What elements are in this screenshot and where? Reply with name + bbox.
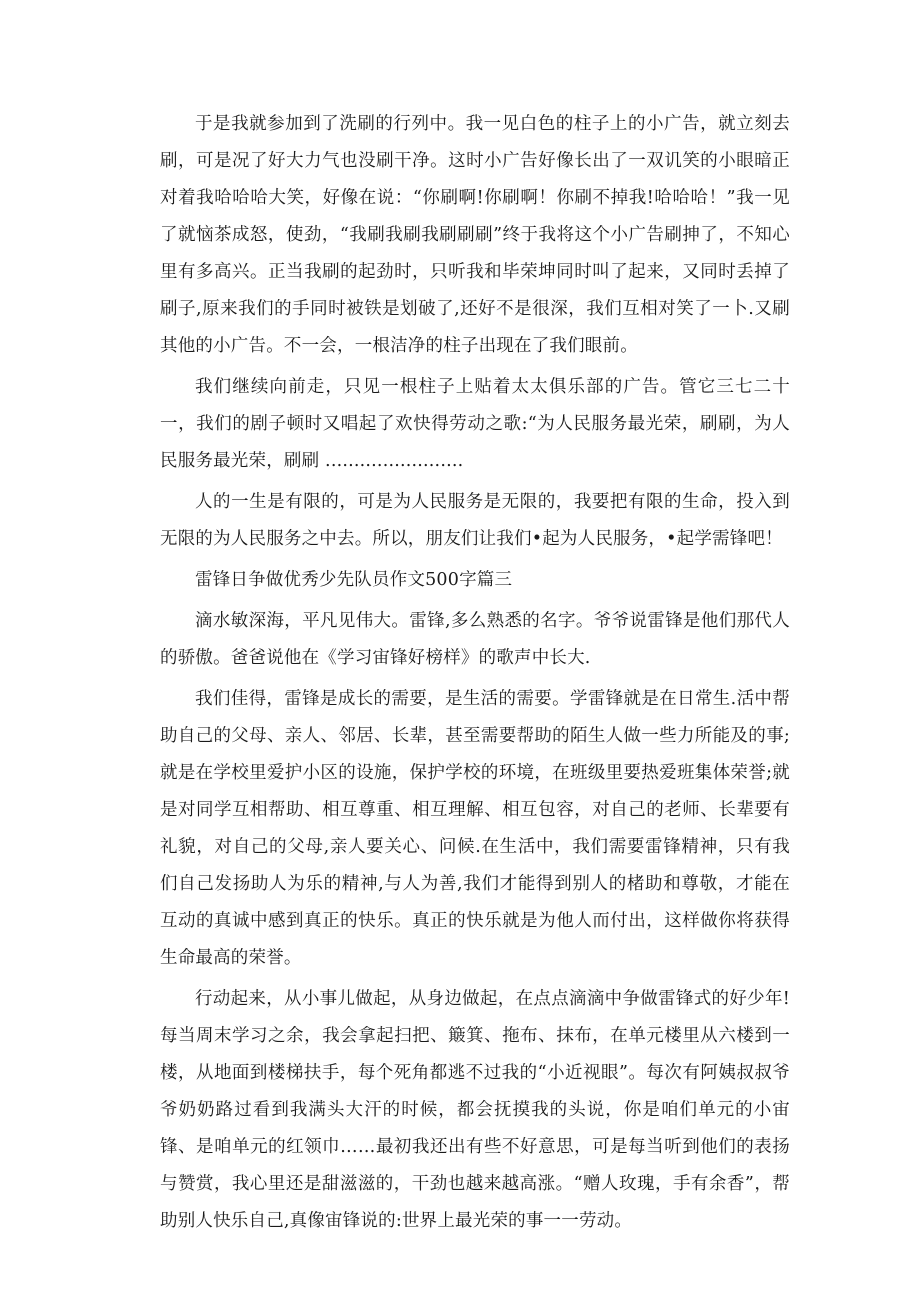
- document-body: [160, 106, 790, 1240]
- paragraph-action: 行动起来，从小事儿做起，从身边做起，在点点滴滴中争做雷锋式的好少年!每当周末学习之余，我会拿起扫把、簸箕、拖布、抹布，在单元楼里从六楼到一楼，从地面到楼梯扶手，每个死角都逃不过我的“小近视眼”。每次有阿姨叔叔爷爷奶奶路过看到我满头大汗的时候，都会抚摸我的头说，你是咱们单元的小宙锋、是咱单元的红领巾……最初我还出有些不好意思，可是每当听到他们的表扬与赞赏，我心里还是甜滋滋的，干劲也越来越高涨。“赠人玫瑰，手有余香”，帮助别人快乐自己,真像宙锋说的:世界上最光荣的事一一劳动。: [160, 989, 790, 1231]
- section-heading: 雷锋日争做优秀少先队员作文500字篇三: [195, 570, 513, 590]
- paragraph-intro: 滴水敏深海，平凡见伟大。雷锋,多么熟悉的名字。爷爷说雷锋是他们那代人的骄傲。爸爸说他在《学习宙锋好榜样》的歌声中长大.: [160, 611, 790, 668]
- paragraph-washing: 于是我就参加到了洗刷的行列中。我一见白色的柱子上的小广告，就立刻去刷，可是况了好大力气也没刷干净。这时小广告好像长出了一双讥笑的小眼暗正对着我哈哈哈大笑，好像在说：“你刷啊!你刷啊！你刷不掉我!哈哈哈！”我一见了就恼茶成怒，使劲，“我刷我刷我刷刷刷”终于我将这个小广告刷抻了，不知心里有多高兴。正当我刷的起劲时，只听我和毕荣坤同时叫了起来，又同时丢掉了刷子,原来我们的手同时被铁是划破了,还好不是很深，我们互相对笑了一卜.又刷其他的小广告。不一会，一根洁净的柱子出现在了我们眼前。: [160, 114, 790, 356]
- paragraph-continue: 我们继续向前走，只见一根柱子上贴着太太俱乐部的广告。管它三七二十一，我们的剧子顿时又唱起了欢快得劳动之歌:“为人民服务最光荣，刷刷，为人民服务最光荣，刷刷 ........................: [160, 377, 790, 471]
- paragraph-life: 人的一生是有限的，可是为人民服务是无限的，我要把有限的生命，投入到无限的为人民服务之中去。所以，朋友们让我们•起为人民服务，•起学需锋吧！: [160, 492, 790, 549]
- paragraph-growth: 我们佳得，雷锋是成长的需要，是生活的需要。学雷锋就是在日常生.活中帮助自己的父母、亲人、邻居、长辈，甚至需要帮助的陌生人做一些力所能及的事;就是在学校里爱护小区的设施，保护学校的环境，在班级里要热爱班集体荣誉;就是对同学互相帮助、相互尊重、相互理解、相互包容，对自己的老师、长辈要有礼貌，对自己的父母,亲人要关心、问候.在生活中，我们需要雷锋精神，只有我们自己发扬助人为乐的精神,与人为善,我们才能得到别人的楮助和尊敬，才能在互动的真诚中感到真正的快乐。真正的快乐就是为他人而付出，这样做你将获得生命最高的荣誉。: [160, 689, 790, 968]
